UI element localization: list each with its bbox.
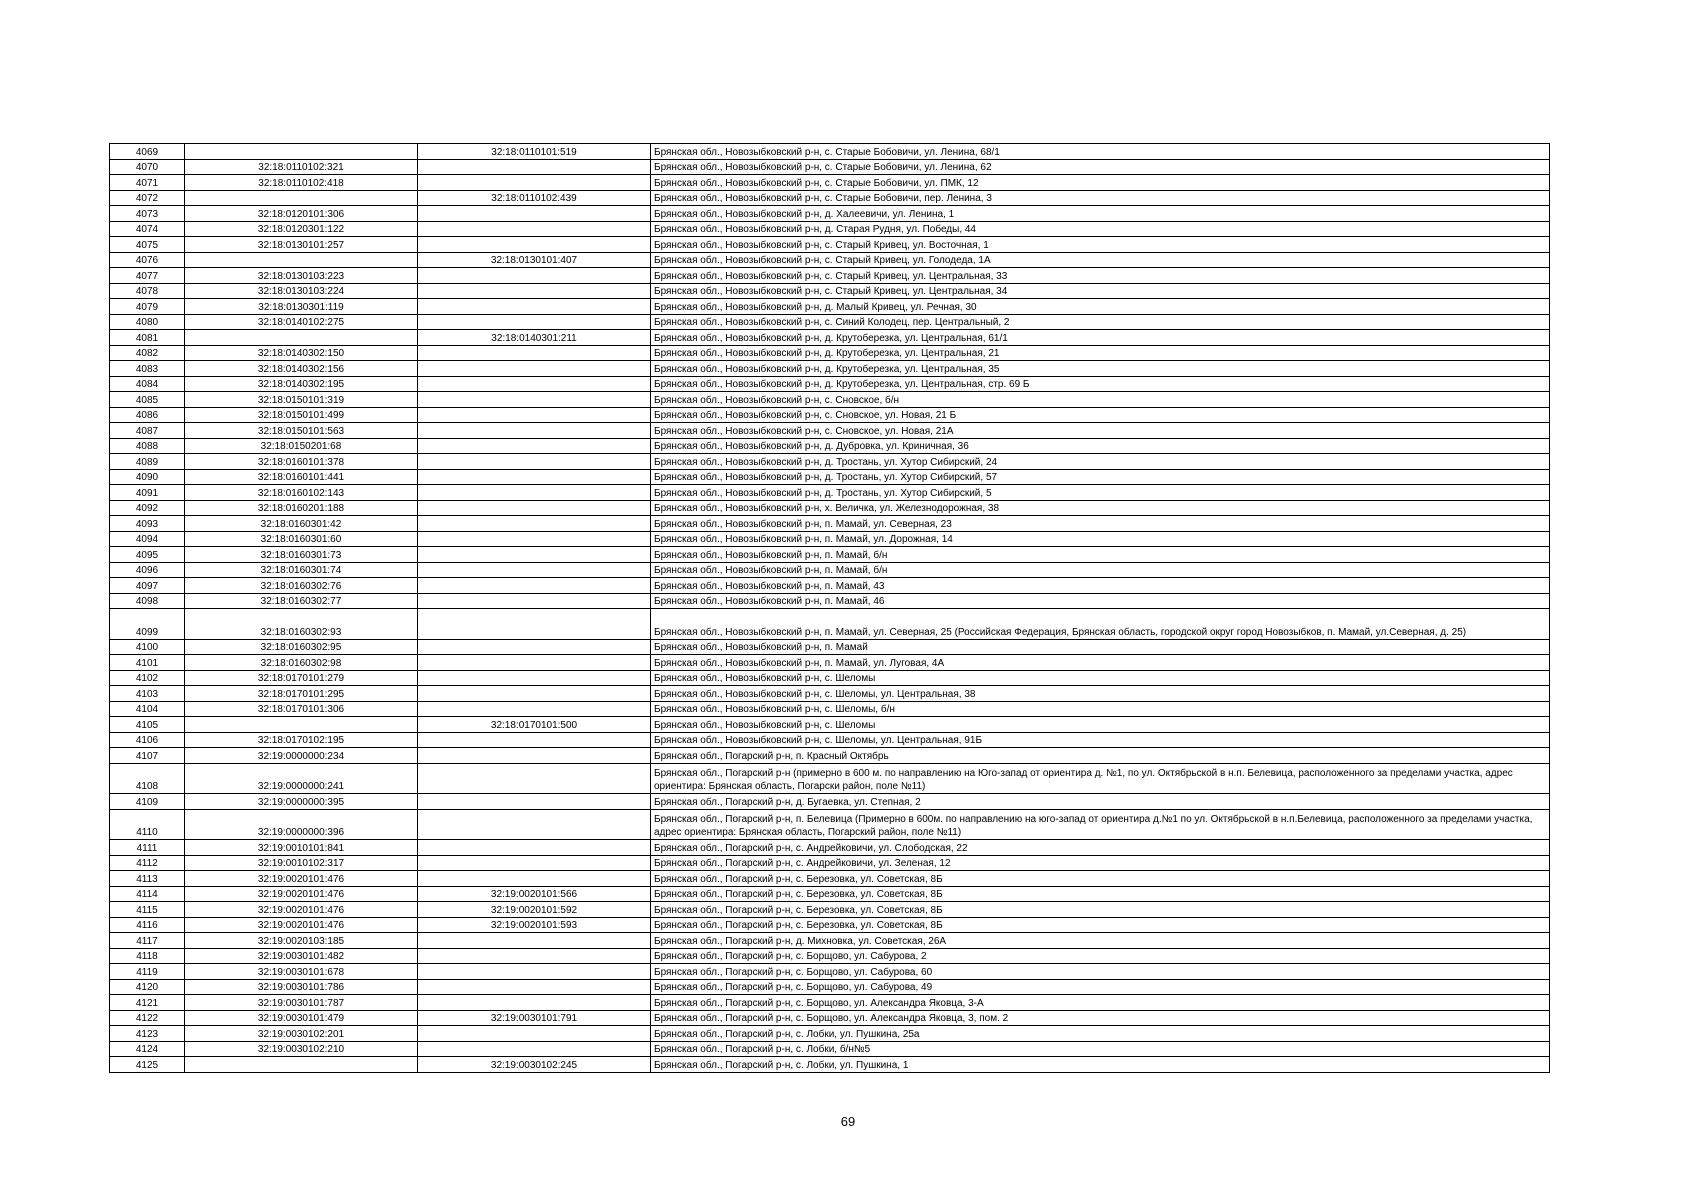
row-number-cell: 4094	[110, 531, 185, 547]
address-cell: Брянская обл., Погарский р-н, с. Борщово, ул. Александра Яковца, 3, пом. 2	[651, 1010, 1550, 1026]
row-number-cell: 4091	[110, 485, 185, 501]
related-cadastral-number-cell	[418, 159, 651, 175]
row-number-cell: 4102	[110, 670, 185, 686]
cadastral-number-cell: 32:18:0130301:119	[185, 299, 418, 315]
cadastral-number-cell: 32:19:0000000:234	[185, 748, 418, 764]
address-cell: Брянская обл., Погарский р-н, д. Михновка, ул. Советская, 26А	[651, 933, 1550, 949]
related-cadastral-number-cell	[418, 361, 651, 377]
cadastral-number-cell: 32:19:0010101:841	[185, 840, 418, 856]
related-cadastral-number-cell	[418, 871, 651, 887]
table-row	[110, 794, 1550, 810]
address-cell: Брянская обл., Новозыбковский р-н, д. Дубровка, ул. Криничная, 36	[651, 438, 1550, 454]
address-cell: Брянская обл., Новозыбковский р-н, с. Старые Бобовичи, ул. Ленина, 68/1	[651, 144, 1550, 160]
address-cell: Брянская обл., Новозыбковский р-н, п. Мамай, ул. Северная, 25 (Российская Федерация, Брянская область, городской округ город Новозыбков, п. Мамай, ул.Северная, д. 25)	[651, 609, 1550, 640]
related-cadastral-number-cell	[418, 964, 651, 980]
related-cadastral-number-cell	[418, 655, 651, 671]
address-cell: Брянская обл., Новозыбковский р-н, с. Синий Колодец, пер. Центральный, 2	[651, 314, 1550, 330]
related-cadastral-number-cell	[418, 748, 651, 764]
related-cadastral-number-cell: 32:19:0020101:593	[418, 917, 651, 933]
row-number-cell: 4116	[110, 917, 185, 933]
row-number-cell: 4079	[110, 299, 185, 315]
address-cell: Брянская обл., Новозыбковский р-н, д. Малый Кривец, ул. Речная, 30	[651, 299, 1550, 315]
row-number-cell: 4086	[110, 407, 185, 423]
row-number-cell: 4075	[110, 237, 185, 253]
address-cell: Брянская обл., Погарский р-н, с. Березовка, ул. Советская, 8Б	[651, 917, 1550, 933]
related-cadastral-number-cell	[418, 933, 651, 949]
row-number-cell: 4073	[110, 206, 185, 222]
row-number-cell: 4095	[110, 547, 185, 563]
cadastral-number-cell: 32:19:0000000:395	[185, 794, 418, 810]
address-cell: Брянская обл., Погарский р-н, с. Андрейковичи, ул. Слободская, 22	[651, 840, 1550, 856]
row-number-cell: 4106	[110, 732, 185, 748]
related-cadastral-number-cell	[418, 609, 651, 640]
address-cell: Брянская обл., Погарский р-н, с. Березовка, ул. Советская, 8Б	[651, 871, 1550, 887]
table-row	[110, 639, 1550, 655]
table-row	[110, 609, 1550, 640]
related-cadastral-number-cell	[418, 562, 651, 578]
table-row	[110, 469, 1550, 485]
table-row	[110, 701, 1550, 717]
related-cadastral-number-cell	[418, 485, 651, 501]
table-row	[110, 979, 1550, 995]
address-cell: Брянская обл., Новозыбковский р-н, п. Мамай, 43	[651, 578, 1550, 594]
row-number-cell: 4082	[110, 345, 185, 361]
table-row	[110, 578, 1550, 594]
address-cell: Брянская обл., Погарский р-н, с. Андрейковичи, ул. Зеленая, 12	[651, 855, 1550, 871]
cadastral-number-cell: 32:19:0030102:201	[185, 1026, 418, 1042]
table-row	[110, 686, 1550, 702]
row-number-cell: 4093	[110, 516, 185, 532]
cadastral-number-cell: 32:18:0160302:77	[185, 593, 418, 609]
row-number-cell: 4118	[110, 948, 185, 964]
address-cell: Брянская обл., Новозыбковский р-н, с. Старые Бобовичи, ул. ПМК, 12	[651, 175, 1550, 191]
cadastral-number-cell: 32:18:0110102:418	[185, 175, 418, 191]
address-cell: Брянская обл., Новозыбковский р-н, д. Халеевичи, ул. Ленина, 1	[651, 206, 1550, 222]
table-row	[110, 948, 1550, 964]
cadastral-number-cell: 32:18:0160102:143	[185, 485, 418, 501]
row-number-cell: 4099	[110, 609, 185, 640]
table-row	[110, 547, 1550, 563]
row-number-cell: 4088	[110, 438, 185, 454]
cadastral-number-cell: 32:18:0160302:95	[185, 639, 418, 655]
address-cell: Брянская обл., Новозыбковский р-н, с. Старый Кривец, ул. Восточная, 1	[651, 237, 1550, 253]
cadastral-number-cell: 32:18:0140302:156	[185, 361, 418, 377]
address-cell: Брянская обл., Погарский р-н (примерно в 600 м. по направлению на Юго-запад от ориентира д. №1, по ул. Октябрьской в н.п. Белевица, расположенного за пределами участка, адрес ориентира: Брянская область, Погарски район, поле №11)	[651, 763, 1550, 794]
cadastral-number-cell	[185, 717, 418, 733]
table-row	[110, 237, 1550, 253]
cadastral-number-cell: 32:18:0150101:319	[185, 392, 418, 408]
table-row	[110, 376, 1550, 392]
table-row	[110, 144, 1550, 160]
cadastral-number-cell	[185, 252, 418, 268]
cadastral-number-cell: 32:19:0030101:787	[185, 995, 418, 1011]
table-row	[110, 407, 1550, 423]
row-number-cell: 4076	[110, 252, 185, 268]
cadastral-number-cell: 32:18:0150101:563	[185, 423, 418, 439]
cadastral-number-cell	[185, 190, 418, 206]
related-cadastral-number-cell	[418, 639, 651, 655]
related-cadastral-number-cell	[418, 500, 651, 516]
table-row	[110, 1026, 1550, 1042]
table-row	[110, 423, 1550, 439]
related-cadastral-number-cell: 32:18:0130101:407	[418, 252, 651, 268]
table-row	[110, 886, 1550, 902]
row-number-cell: 4077	[110, 268, 185, 284]
address-cell: Брянская обл., Погарский р-н, с. Березовка, ул. Советская, 8Б	[651, 886, 1550, 902]
table-row	[110, 500, 1550, 516]
related-cadastral-number-cell	[418, 531, 651, 547]
related-cadastral-number-cell	[418, 794, 651, 810]
row-number-cell: 4108	[110, 763, 185, 794]
related-cadastral-number-cell	[418, 454, 651, 470]
cadastral-number-cell: 32:18:0160301:42	[185, 516, 418, 532]
address-cell: Брянская обл., Погарский р-н, с. Березовка, ул. Советская, 8Б	[651, 902, 1550, 918]
cadastral-number-cell: 32:19:0020101:476	[185, 902, 418, 918]
row-number-cell: 4100	[110, 639, 185, 655]
address-cell: Брянская обл., Новозыбковский р-н, с. Старые Бобовичи, ул. Ленина, 62	[651, 159, 1550, 175]
table-row	[110, 190, 1550, 206]
related-cadastral-number-cell	[418, 686, 651, 702]
related-cadastral-number-cell	[418, 763, 651, 794]
row-number-cell: 4069	[110, 144, 185, 160]
table-row	[110, 175, 1550, 191]
table-row	[110, 361, 1550, 377]
row-number-cell: 4089	[110, 454, 185, 470]
row-number-cell: 4104	[110, 701, 185, 717]
table-row	[110, 314, 1550, 330]
table-row	[110, 593, 1550, 609]
table-row	[110, 221, 1550, 237]
related-cadastral-number-cell	[418, 809, 651, 840]
related-cadastral-number-cell	[418, 732, 651, 748]
address-cell: Брянская обл., Новозыбковский р-н, с. Шеломы, ул. Центральная, 91Б	[651, 732, 1550, 748]
table-row	[110, 809, 1550, 840]
table-row	[110, 1057, 1550, 1073]
address-cell: Брянская обл., Новозыбковский р-н, с. Старый Кривец, ул. Центральная, 33	[651, 268, 1550, 284]
table-row	[110, 995, 1550, 1011]
table-row	[110, 345, 1550, 361]
address-cell: Брянская обл., Новозыбковский р-н, п. Мамай, б/н	[651, 547, 1550, 563]
address-cell: Брянская обл., Новозыбковский р-н, с. Старый Кривец, ул. Голодеда, 1А	[651, 252, 1550, 268]
related-cadastral-number-cell	[418, 701, 651, 717]
related-cadastral-number-cell	[418, 593, 651, 609]
row-number-cell: 4081	[110, 330, 185, 346]
row-number-cell: 4119	[110, 964, 185, 980]
address-cell: Брянская обл., Погарский р-н, с. Борщово, ул. Сабурова, 60	[651, 964, 1550, 980]
row-number-cell: 4117	[110, 933, 185, 949]
row-number-cell: 4101	[110, 655, 185, 671]
related-cadastral-number-cell	[418, 855, 651, 871]
row-number-cell: 4124	[110, 1041, 185, 1057]
row-number-cell: 4113	[110, 871, 185, 887]
related-cadastral-number-cell	[418, 345, 651, 361]
related-cadastral-number-cell	[418, 438, 651, 454]
row-number-cell: 4090	[110, 469, 185, 485]
table-row	[110, 531, 1550, 547]
table-row	[110, 392, 1550, 408]
address-cell: Брянская обл., Новозыбковский р-н, п. Мамай, ул. Северная, 23	[651, 516, 1550, 532]
address-cell: Брянская обл., Новозыбковский р-н, п. Мамай, ул. Дорожная, 14	[651, 531, 1550, 547]
cadastral-number-cell: 32:18:0120301:122	[185, 221, 418, 237]
table-row	[110, 485, 1550, 501]
table-row	[110, 732, 1550, 748]
table-row	[110, 902, 1550, 918]
row-number-cell: 4125	[110, 1057, 185, 1073]
cadastral-number-cell: 32:19:0010102:317	[185, 855, 418, 871]
table-row	[110, 206, 1550, 222]
row-number-cell: 4087	[110, 423, 185, 439]
cadastral-number-cell: 32:18:0160101:441	[185, 469, 418, 485]
related-cadastral-number-cell	[418, 299, 651, 315]
related-cadastral-number-cell	[418, 840, 651, 856]
row-number-cell: 4072	[110, 190, 185, 206]
related-cadastral-number-cell	[418, 407, 651, 423]
table-row	[110, 252, 1550, 268]
cadastral-number-cell: 32:19:0030102:210	[185, 1041, 418, 1057]
address-cell: Брянская обл., Погарский р-н, с. Лобки, ул. Пушкина, 25а	[651, 1026, 1550, 1042]
row-number-cell: 4123	[110, 1026, 185, 1042]
cadastral-number-cell: 32:18:0140302:150	[185, 345, 418, 361]
related-cadastral-number-cell: 32:19:0020101:592	[418, 902, 651, 918]
related-cadastral-number-cell: 32:19:0030101:791	[418, 1010, 651, 1026]
address-cell: Брянская обл., Погарский р-н, п. Белевица (Примерно в 600м. по направлению на юго-запад от ориентира д.№1 по ул. Октябрьской в н.п.Белевица, расположенного за пределами участка, адрес ориентира: Брянская область, Погарский район, поле №11)	[651, 809, 1550, 840]
cadastral-number-cell: 32:19:0000000:241	[185, 763, 418, 794]
cadastral-number-cell: 32:19:0020101:476	[185, 917, 418, 933]
table-row	[110, 562, 1550, 578]
related-cadastral-number-cell	[418, 1041, 651, 1057]
related-cadastral-number-cell	[418, 547, 651, 563]
table-row	[110, 159, 1550, 175]
address-cell: Брянская обл., Погарский р-н, с. Борщово, ул. Александра Яковца, 3-А	[651, 995, 1550, 1011]
related-cadastral-number-cell: 32:18:0110101:519	[418, 144, 651, 160]
cadastral-number-cell: 32:18:0140302:195	[185, 376, 418, 392]
address-cell: Брянская обл., Новозыбковский р-н, х. Величка, ул. Железнодорожная, 38	[651, 500, 1550, 516]
cadastral-number-cell: 32:18:0120101:306	[185, 206, 418, 222]
row-number-cell: 4074	[110, 221, 185, 237]
address-cell: Брянская обл., Новозыбковский р-н, с. Сновское, ул. Новая, 21А	[651, 423, 1550, 439]
cadastral-number-cell: 32:19:0030101:786	[185, 979, 418, 995]
cadastral-number-cell: 32:18:0170101:295	[185, 686, 418, 702]
related-cadastral-number-cell	[418, 237, 651, 253]
table-row	[110, 1041, 1550, 1057]
table-row	[110, 748, 1550, 764]
row-number-cell: 4111	[110, 840, 185, 856]
cadastral-number-cell: 32:18:0160302:93	[185, 609, 418, 640]
table-row	[110, 268, 1550, 284]
table-row	[110, 670, 1550, 686]
related-cadastral-number-cell	[418, 392, 651, 408]
address-cell: Брянская обл., Новозыбковский р-н, д. Крутоберезка, ул. Центральная, 35	[651, 361, 1550, 377]
cadastral-number-cell: 32:19:0030101:479	[185, 1010, 418, 1026]
row-number-cell: 4114	[110, 886, 185, 902]
row-number-cell: 4115	[110, 902, 185, 918]
table-row	[110, 299, 1550, 315]
cadastral-number-cell: 32:18:0150201:68	[185, 438, 418, 454]
page-number: 69	[840, 1114, 856, 1129]
address-cell: Брянская обл., Новозыбковский р-н, с. Шеломы	[651, 717, 1550, 733]
row-number-cell: 4112	[110, 855, 185, 871]
row-number-cell: 4096	[110, 562, 185, 578]
address-cell: Брянская обл., Новозыбковский р-н, д. Старая Рудня, ул. Победы, 44	[651, 221, 1550, 237]
table-row	[110, 283, 1550, 299]
cadastral-number-cell: 32:19:0000000:396	[185, 809, 418, 840]
address-cell: Брянская обл., Новозыбковский р-н, с. Старый Кривец, ул. Центральная, 34	[651, 283, 1550, 299]
cadastral-table	[109, 143, 1550, 1073]
address-cell: Брянская обл., Новозыбковский р-н, п. Мамай, ул. Луговая, 4А	[651, 655, 1550, 671]
row-number-cell: 4083	[110, 361, 185, 377]
address-cell: Брянская обл., Новозыбковский р-н, д. Тростань, ул. Хутор Сибирский, 24	[651, 454, 1550, 470]
cadastral-number-cell: 32:19:0020101:476	[185, 886, 418, 902]
cadastral-number-cell	[185, 330, 418, 346]
address-cell: Брянская обл., Новозыбковский р-н, д. Крутоберезка, ул. Центральная, 61/1	[651, 330, 1550, 346]
table-row	[110, 855, 1550, 871]
related-cadastral-number-cell	[418, 376, 651, 392]
table-body	[110, 144, 1550, 1073]
address-cell: Брянская обл., Новозыбковский р-н, с. Шеломы	[651, 670, 1550, 686]
related-cadastral-number-cell: 32:18:0140301:211	[418, 330, 651, 346]
row-number-cell: 4098	[110, 593, 185, 609]
related-cadastral-number-cell: 32:19:0020101:566	[418, 886, 651, 902]
related-cadastral-number-cell	[418, 423, 651, 439]
row-number-cell: 4122	[110, 1010, 185, 1026]
related-cadastral-number-cell	[418, 221, 651, 237]
address-cell: Брянская обл., Новозыбковский р-н, с. Сновское, б/н	[651, 392, 1550, 408]
related-cadastral-number-cell	[418, 948, 651, 964]
cadastral-number-cell: 32:18:0160302:76	[185, 578, 418, 594]
address-cell: Брянская обл., Новозыбковский р-н, д. Крутоберезка, ул. Центральная, стр. 69 Б	[651, 376, 1550, 392]
row-number-cell: 4107	[110, 748, 185, 764]
related-cadastral-number-cell	[418, 578, 651, 594]
table-row	[110, 330, 1550, 346]
cadastral-number-cell: 32:19:0020103:185	[185, 933, 418, 949]
cadastral-number-cell: 32:19:0030101:678	[185, 964, 418, 980]
row-number-cell: 4078	[110, 283, 185, 299]
cadastral-number-cell: 32:18:0150101:499	[185, 407, 418, 423]
cadastral-number-cell: 32:18:0160301:60	[185, 531, 418, 547]
related-cadastral-number-cell: 32:19:0030102:245	[418, 1057, 651, 1073]
related-cadastral-number-cell	[418, 979, 651, 995]
related-cadastral-number-cell	[418, 995, 651, 1011]
address-cell: Брянская обл., Новозыбковский р-н, п. Мамай	[651, 639, 1550, 655]
table-row	[110, 871, 1550, 887]
related-cadastral-number-cell	[418, 670, 651, 686]
table-row	[110, 763, 1550, 794]
table-row	[110, 454, 1550, 470]
cadastral-number-cell: 32:18:0140102:275	[185, 314, 418, 330]
cadastral-number-cell: 32:18:0130101:257	[185, 237, 418, 253]
table-row	[110, 917, 1550, 933]
related-cadastral-number-cell	[418, 206, 651, 222]
cadastral-number-cell: 32:18:0160301:73	[185, 547, 418, 563]
row-number-cell: 4105	[110, 717, 185, 733]
address-cell: Брянская обл., Новозыбковский р-н, п. Мамай, б/н	[651, 562, 1550, 578]
row-number-cell: 4120	[110, 979, 185, 995]
related-cadastral-number-cell	[418, 516, 651, 532]
address-cell: Брянская обл., Новозыбковский р-н, д. Тростань, ул. Хутор Сибирский, 5	[651, 485, 1550, 501]
cadastral-number-cell: 32:18:0160201:188	[185, 500, 418, 516]
address-cell: Брянская обл., Новозыбковский р-н, д. Тростань, ул. Хутор Сибирский, 57	[651, 469, 1550, 485]
cadastral-number-cell: 32:18:0160301:74	[185, 562, 418, 578]
cadastral-number-cell: 32:19:0020101:476	[185, 871, 418, 887]
address-cell: Брянская обл., Погарский р-н, п. Красный Октябрь	[651, 748, 1550, 764]
cadastral-number-cell: 32:18:0130103:224	[185, 283, 418, 299]
table-row	[110, 516, 1550, 532]
row-number-cell: 4085	[110, 392, 185, 408]
address-cell: Брянская обл., Погарский р-н, д. Бугаевка, ул. Степная, 2	[651, 794, 1550, 810]
row-number-cell: 4110	[110, 809, 185, 840]
row-number-cell: 4084	[110, 376, 185, 392]
cadastral-number-cell: 32:18:0160302:98	[185, 655, 418, 671]
related-cadastral-number-cell: 32:18:0110102:439	[418, 190, 651, 206]
address-cell: Брянская обл., Погарский р-н, с. Борщово, ул. Сабурова, 2	[651, 948, 1550, 964]
related-cadastral-number-cell: 32:18:0170101:500	[418, 717, 651, 733]
table-row	[110, 1010, 1550, 1026]
row-number-cell: 4070	[110, 159, 185, 175]
address-cell: Брянская обл., Новозыбковский р-н, п. Мамай, 46	[651, 593, 1550, 609]
table-row	[110, 438, 1550, 454]
address-cell: Брянская обл., Новозыбковский р-н, с. Шеломы, ул. Центральная, 38	[651, 686, 1550, 702]
row-number-cell: 4092	[110, 500, 185, 516]
row-number-cell: 4080	[110, 314, 185, 330]
cadastral-number-cell: 32:19:0030101:482	[185, 948, 418, 964]
row-number-cell: 4109	[110, 794, 185, 810]
table-row	[110, 933, 1550, 949]
related-cadastral-number-cell	[418, 175, 651, 191]
row-number-cell: 4103	[110, 686, 185, 702]
table-row	[110, 964, 1550, 980]
address-cell: Брянская обл., Новозыбковский р-н, с. Шеломы, б/н	[651, 701, 1550, 717]
address-cell: Брянская обл., Новозыбковский р-н, д. Крутоберезка, ул. Центральная, 21	[651, 345, 1550, 361]
table-row	[110, 655, 1550, 671]
related-cadastral-number-cell	[418, 1026, 651, 1042]
row-number-cell: 4097	[110, 578, 185, 594]
row-number-cell: 4121	[110, 995, 185, 1011]
related-cadastral-number-cell	[418, 283, 651, 299]
cadastral-number-cell: 32:18:0160101:378	[185, 454, 418, 470]
table-row	[110, 717, 1550, 733]
related-cadastral-number-cell	[418, 314, 651, 330]
cadastral-number-cell: 32:18:0170101:279	[185, 670, 418, 686]
cadastral-number-cell: 32:18:0170101:306	[185, 701, 418, 717]
address-cell: Брянская обл., Новозыбковский р-н, с. Сновское, ул. Новая, 21 Б	[651, 407, 1550, 423]
address-cell: Брянская обл., Погарский р-н, с. Лобки, ул. Пушкина, 1	[651, 1057, 1550, 1073]
address-cell: Брянская обл., Погарский р-н, с. Борщово, ул. Сабурова, 49	[651, 979, 1550, 995]
table-row	[110, 840, 1550, 856]
row-number-cell: 4071	[110, 175, 185, 191]
cadastral-number-cell	[185, 144, 418, 160]
cadastral-number-cell: 32:18:0110102:321	[185, 159, 418, 175]
address-cell: Брянская обл., Погарский р-н, с. Лобки, б/н№5	[651, 1041, 1550, 1057]
related-cadastral-number-cell	[418, 268, 651, 284]
address-cell: Брянская обл., Новозыбковский р-н, с. Старые Бобовичи, пер. Ленина, 3	[651, 190, 1550, 206]
cadastral-number-cell: 32:18:0130103:223	[185, 268, 418, 284]
cadastral-number-cell	[185, 1057, 418, 1073]
related-cadastral-number-cell	[418, 469, 651, 485]
cadastral-number-cell: 32:18:0170102:195	[185, 732, 418, 748]
